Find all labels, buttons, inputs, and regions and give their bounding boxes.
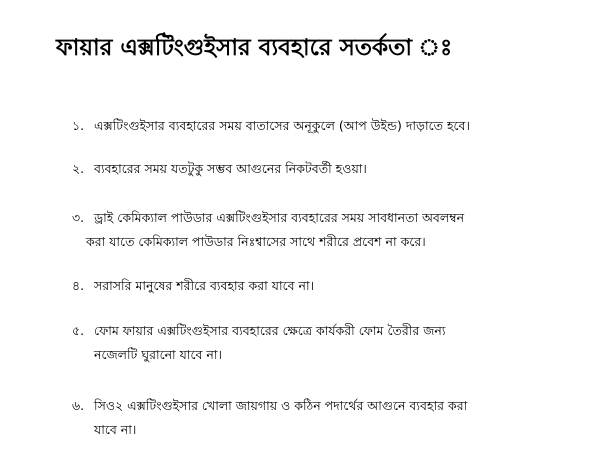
item-text-line: নজেলটি ঘুরানো যাবে না। [94,347,222,362]
list-item-6 [72,394,577,442]
item-number: ১. [72,118,85,133]
item-text-line: সরাসরি মানুষের শরীরে ব্যবহার করা যাবে না। [94,278,315,293]
item-text-line: ব্যবহারের সময় যতটুকু সম্ভব আগুনের নিকটবর্তী হওয়া। [94,161,367,176]
list-item-2 [72,157,577,181]
list-item-1 [72,114,577,138]
list-item-4 [72,274,577,298]
item-text [94,274,577,298]
item-number: ২. [72,161,85,176]
item-number: ৪. [72,278,85,293]
list-item-5 [72,319,577,367]
list-item-3 [72,206,577,254]
item-number: ৬. [72,398,85,413]
item-text-line: ফোম ফায়ার এক্সটিংগুইসার ব্যবহারের ক্ষেত্রে কার্যকরী ফোম তৈরীর জন্য [94,323,446,338]
document-title: ফায়ার এক্সটিংগুইসার ব্যবহারে সতর্কতা ঃ [56,35,453,61]
item-text-line: সিও২ এক্সটিংগুইসার খোলা জায়গায় ও কঠিন পদার্থের আগুনে ব্যবহার করা [94,398,468,413]
item-text-line: ড্রাই কেমিক্যাল পাউডার এক্সটিংগুইসার ব্যবহারের সময় সাবধানতা অবলম্বন [94,210,465,225]
item-number: ৫. [72,323,85,338]
item-text-line: এক্সটিংগুইসার ব্যবহারের সময় বাতাসের অনূকুলে (আপ উইন্ড) দাড়াতে হবে। [94,118,470,133]
item-text-line: করা যাতে কেমিক্যাল পাউডার নিঃশ্বাসের সাথে শরীরে প্রবেশ না করে। [86,234,426,249]
item-text [86,206,577,254]
item-text-line: যাবে না। [94,422,137,437]
item-text [94,394,577,442]
item-number: ৩. [72,210,85,225]
item-text [94,157,577,181]
item-text [94,319,577,367]
item-text [94,114,577,138]
